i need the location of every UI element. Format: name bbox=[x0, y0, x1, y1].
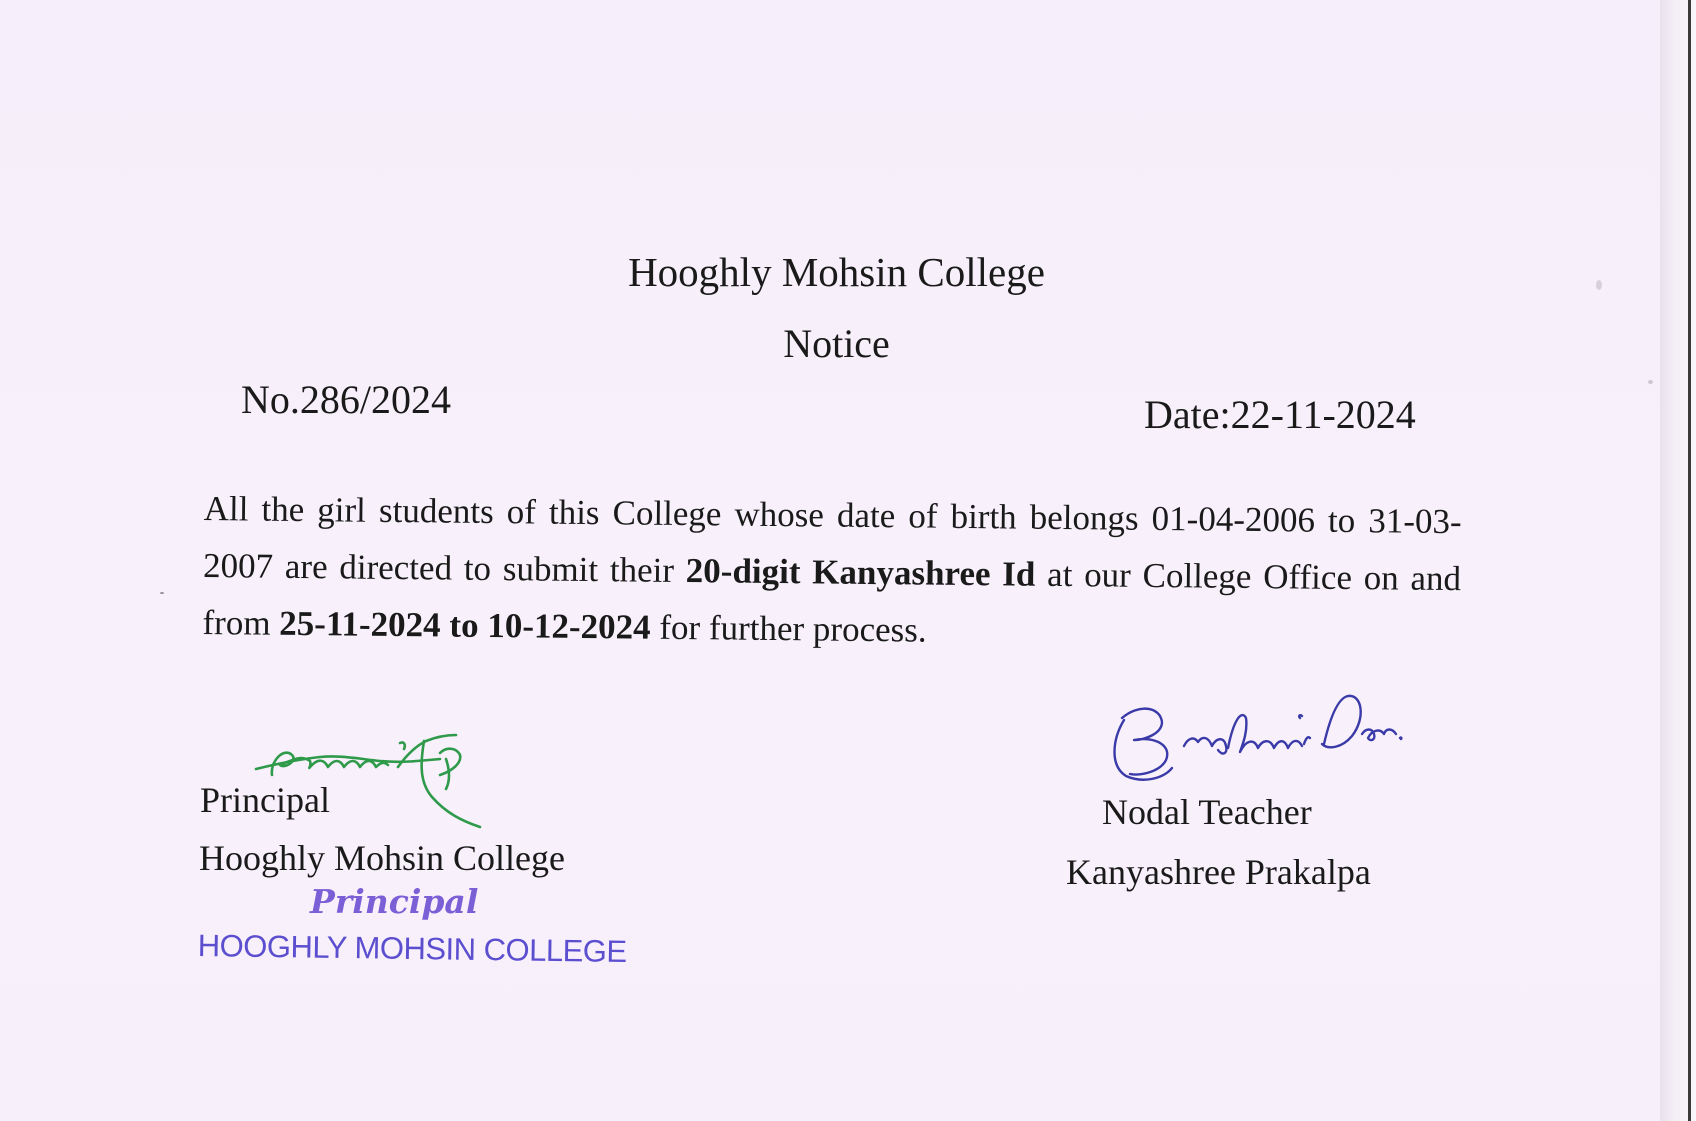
notice-title: Notice bbox=[783, 321, 890, 366]
nodal-designation: Nodal Teacher bbox=[1102, 792, 1312, 832]
scan-speck bbox=[160, 592, 164, 594]
notice-body-text: at our College Office on and from bbox=[202, 554, 1462, 643]
notice-body-text: for further process. bbox=[650, 607, 927, 650]
nodal-teacher-signature bbox=[1100, 688, 1410, 798]
stamp-designation: Principal bbox=[310, 882, 479, 921]
submission-period-emphasis: 25-11-2024 to 10-12-2024 bbox=[279, 603, 651, 647]
notice-body-text: All the girl students of this College whose date of birth belongs 01-04-2006 to 31-03-2007 are directed to submit their bbox=[202, 488, 1462, 591]
institution-heading: Hooghly Mohsin College bbox=[628, 249, 1045, 295]
stamp-institution: HOOGHLY MOHSIN COLLEGE bbox=[197, 928, 627, 969]
scan-speck bbox=[1648, 380, 1653, 384]
principal-institution: Hooghly Mohsin College bbox=[199, 838, 565, 878]
notice-body bbox=[202, 480, 1462, 664]
nodal-program: Kanyashree Prakalpa bbox=[1066, 852, 1371, 892]
paper-edge-line bbox=[1688, 0, 1691, 1121]
notice-number: No.286/2024 bbox=[241, 377, 451, 422]
kanyashree-id-emphasis: 20-digit Kanyashree Id bbox=[685, 551, 1036, 594]
principal-designation: Principal bbox=[200, 780, 330, 820]
notice-date: Date:22-11-2024 bbox=[1144, 392, 1416, 437]
